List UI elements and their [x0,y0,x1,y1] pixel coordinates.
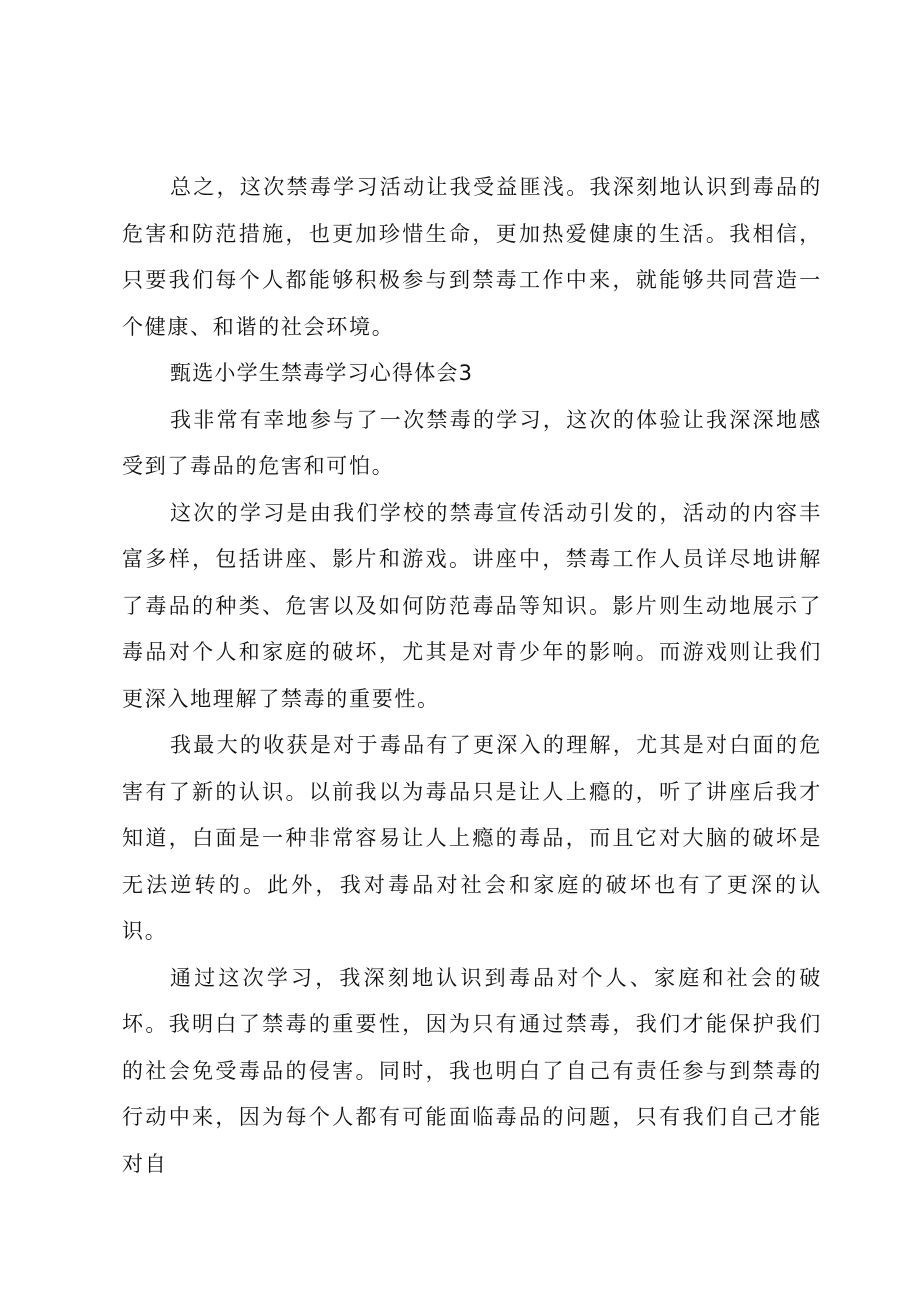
paragraph-reflection: 通过这次学习，我深刻地认识到毒品对个人、家庭和社会的破坏。我明白了禁毒的重要性，因为只有通过禁毒，我们才能保护我们的社会免受毒品的侵害。同时，我也明白了自己有责任参与到禁毒的行动中来，因为每个人都有可能面临毒品的问题，只有我们自己才能对自 [122,965,822,1176]
paragraph-conclusion: 总之，这次禁毒学习活动让我受益匪浅。我深刻地认识到毒品的危害和防范措施，也更加珍惜生命，更加热爱健康的生活。我相信，只要我们每个人都能够积极参与到禁毒工作中来，就能够共同营造一个健康、和谐的社会环境。 [122,175,822,339]
paragraph-intro: 我非常有幸地参与了一次禁毒的学习，这次的体验让我深深地感受到了毒品的危害和可怕。 [122,407,822,478]
section-title: 甄选小学生禁毒学习心得体会3 [170,361,474,385]
paragraph-activity: 这次的学习是由我们学校的禁毒宣传活动引发的，活动的内容丰富多样，包括讲座、影片和游戏。讲座中，禁毒工作人员详尽地讲解了毒品的种类、危害以及如何防范毒品等知识。影片则生动地展示了毒品对个人和家庭的破坏，尤其是对青少年的影响。而游戏则让我们更深入地理解了禁毒的重要性。 [122,500,822,711]
paragraph-gain: 我最大的收获是对于毒品有了更深入的理解，尤其是对白面的危害有了新的认识。以前我以为毒品只是让人上瘾的，听了讲座后我才知道，白面是一种非常容易让人上瘾的毒品，而且它对大脑的破坏是无法逆转的。此外，我对毒品对社会和家庭的破坏也有了更深的认识。 [122,733,822,943]
document-body [122,164,822,1187]
